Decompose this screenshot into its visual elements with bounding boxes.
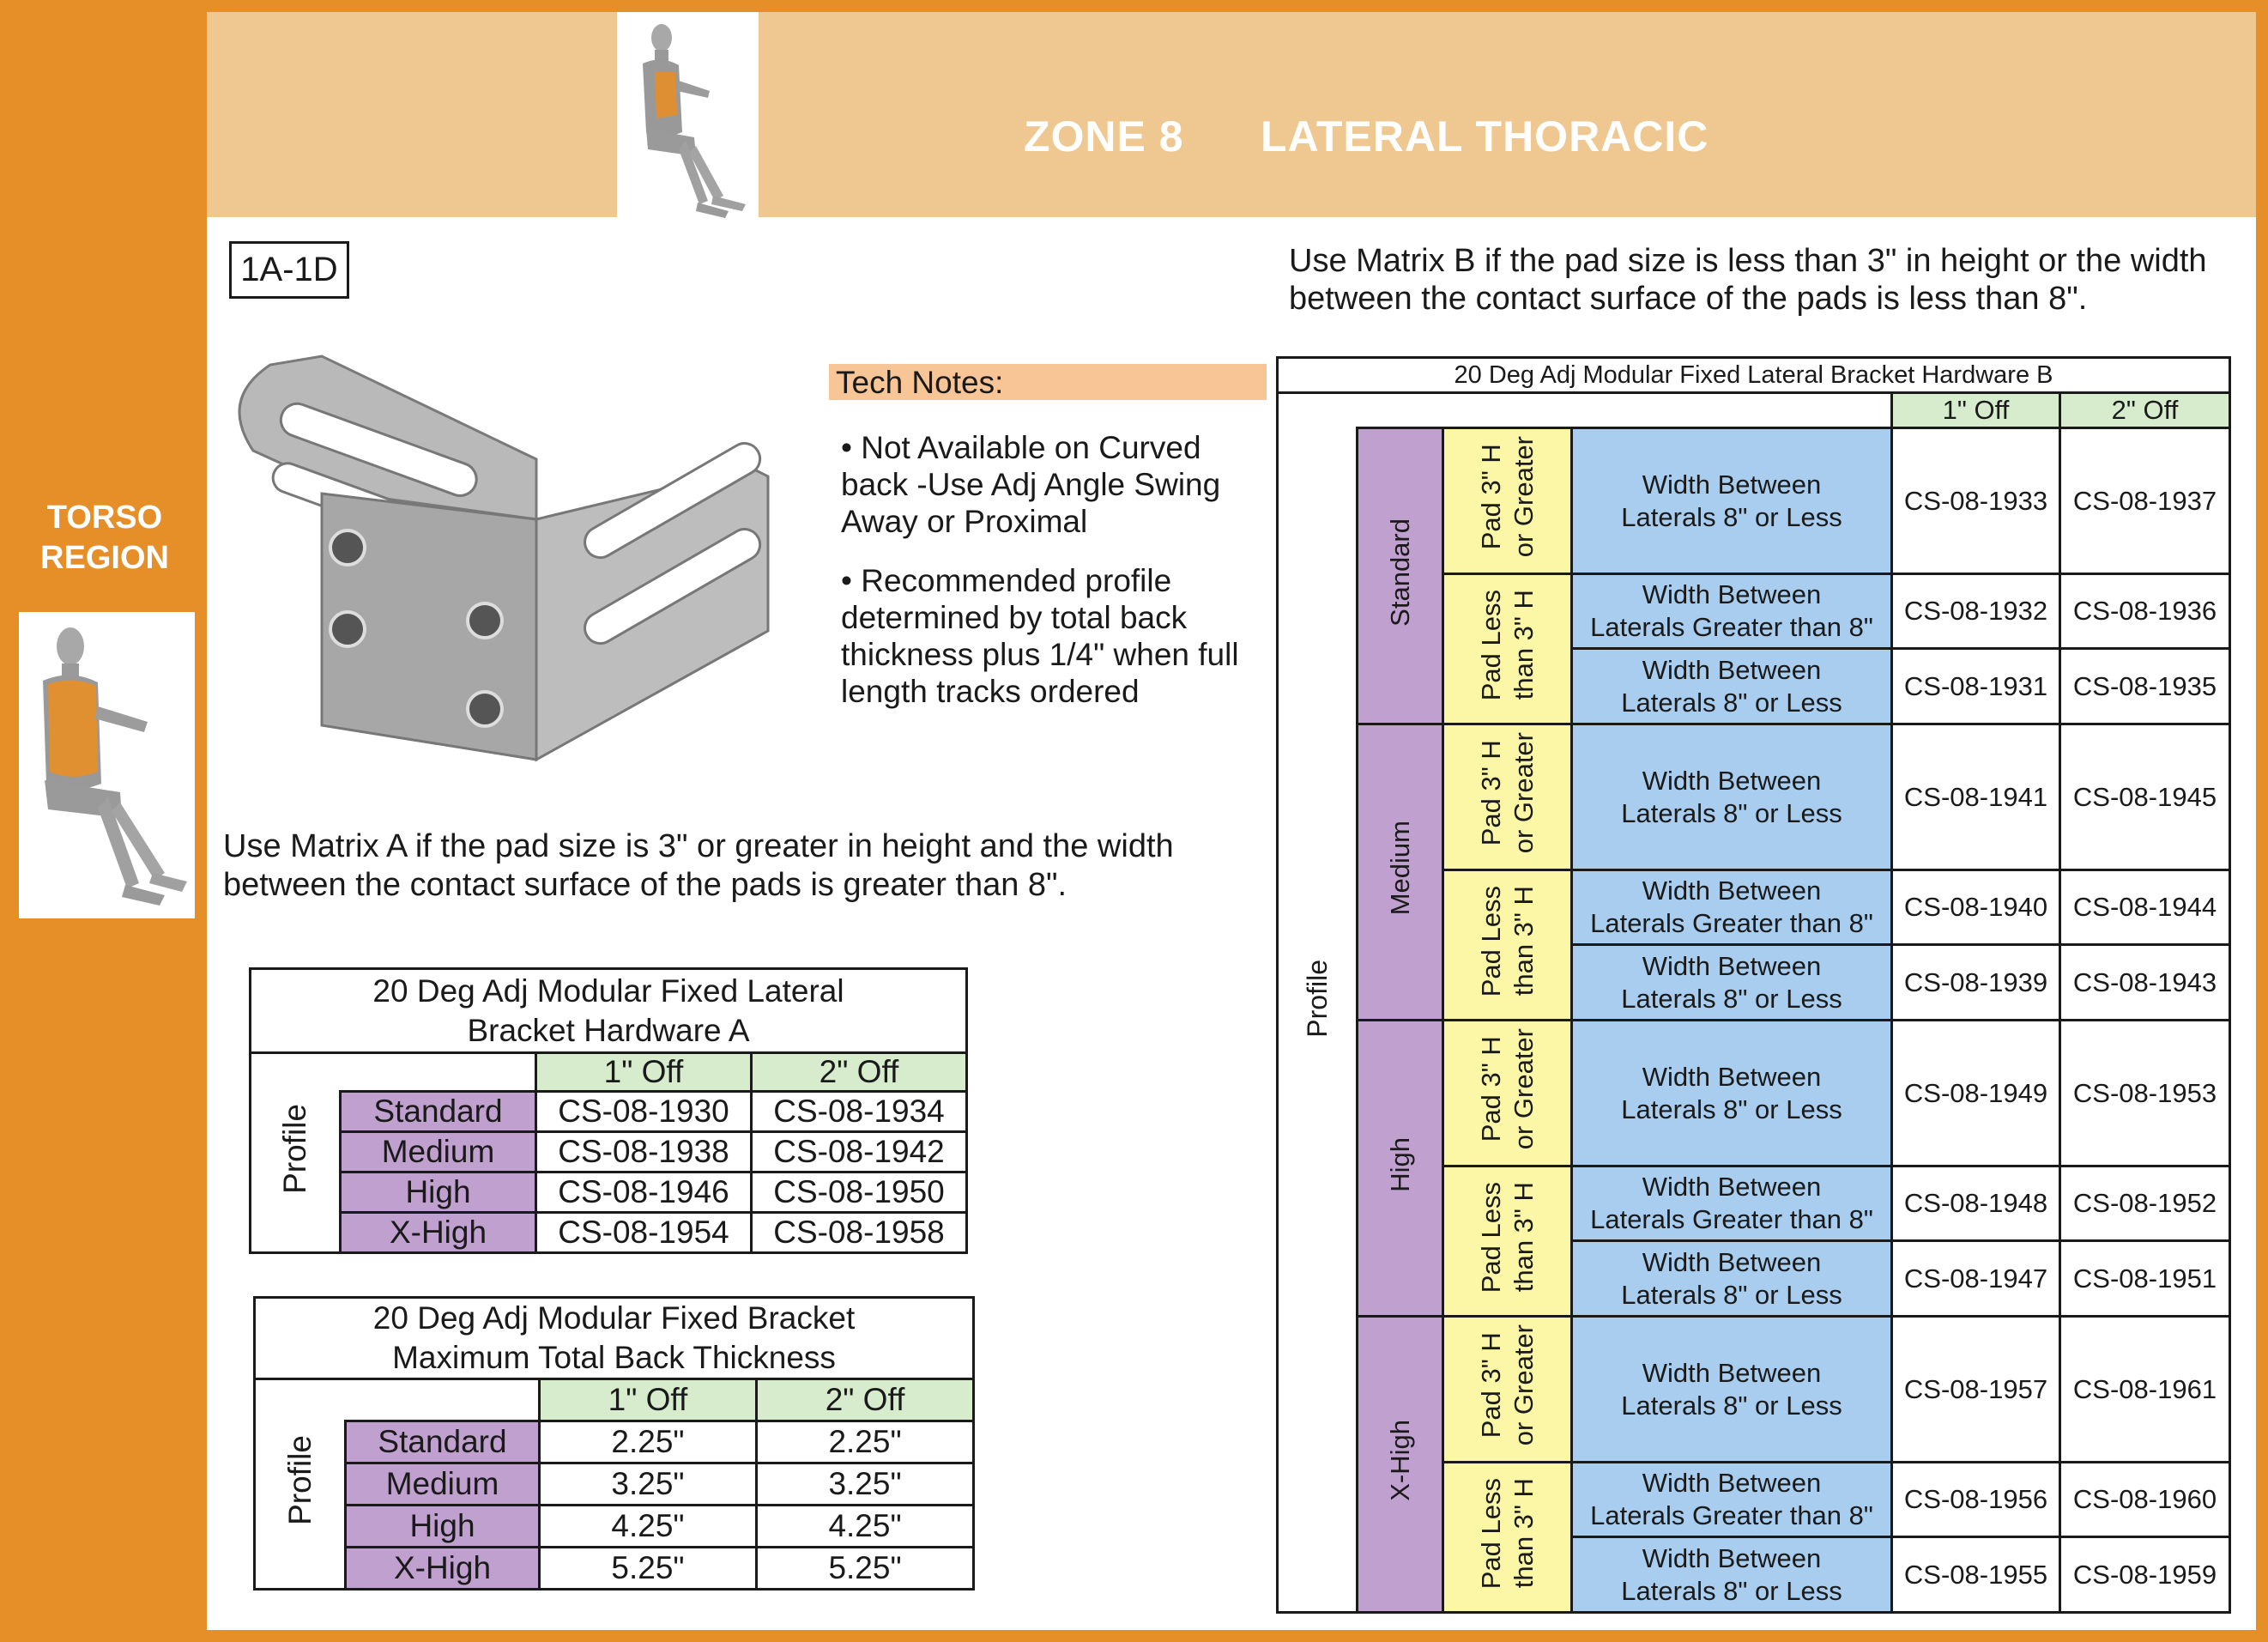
width-label: Width Between Laterals Greater than 8" xyxy=(1572,574,1892,649)
profile-label: High xyxy=(346,1506,540,1548)
profile-label: High xyxy=(1358,1021,1443,1317)
tech-note-item: • Not Available on Curved back -Use Adj Angle Swing Away or Proximal xyxy=(841,430,1221,539)
pad-size-label: Pad 3" H or Greater xyxy=(1443,724,1572,870)
part-code: CS-08-1936 xyxy=(2060,574,2230,649)
width-label: Width Between Laterals 8" or Less xyxy=(1572,1317,1892,1463)
pad-size-label: Pad 3" H or Greater xyxy=(1443,428,1572,574)
part-code: CS-08-1945 xyxy=(2060,724,2230,870)
profile-label: Standard xyxy=(1358,428,1443,724)
part-code: CS-08-1957 xyxy=(1892,1317,2060,1463)
profile-label: Standard xyxy=(341,1092,536,1132)
column-header: 1" Off xyxy=(536,1053,752,1092)
profile-label: X-High xyxy=(341,1213,536,1253)
part-code: CS-08-1961 xyxy=(2060,1317,2230,1463)
pad-size-label: Pad Less than 3" H xyxy=(1443,870,1572,1021)
zone-title xyxy=(1024,112,1709,161)
width-label: Width Between Laterals Greater than 8" xyxy=(1572,1463,1892,1537)
part-code: CS-08-1958 xyxy=(752,1213,967,1253)
pad-size-label: Pad 3" H or Greater xyxy=(1443,1021,1572,1166)
zone-name: LATERAL THORACIC xyxy=(1260,112,1709,161)
part-code: CS-08-1932 xyxy=(1892,574,2060,649)
blank-cell xyxy=(341,1053,536,1092)
pad-size-label: Pad 3" H or Greater xyxy=(1443,1317,1572,1463)
thickness-value: 2.25" xyxy=(540,1421,757,1463)
column-header: 1" Off xyxy=(540,1379,757,1421)
thickness-value: 5.25" xyxy=(757,1548,974,1590)
thickness-value: 2.25" xyxy=(757,1421,974,1463)
part-code: CS-08-1931 xyxy=(1892,649,2060,724)
width-label: Width Between Laterals 8" or Less xyxy=(1572,1021,1892,1166)
code-label: 1A-1D xyxy=(229,241,349,299)
region-figure xyxy=(19,612,195,918)
part-code: CS-08-1940 xyxy=(1892,870,2060,945)
part-code: CS-08-1935 xyxy=(2060,649,2230,724)
seated-figure-thumbnail xyxy=(617,12,759,229)
profile-label: Standard xyxy=(346,1421,540,1463)
header-bar xyxy=(207,12,2256,217)
tech-note-item: • Recommended profile determined by total back thickness plus 1/4" when full length tracks ordered xyxy=(841,563,1239,709)
width-label: Width Between Laterals 8" or Less xyxy=(1572,724,1892,870)
pad-size-label: Pad Less than 3" H xyxy=(1443,1166,1572,1317)
seated-figure-icon xyxy=(617,12,759,229)
part-code: CS-08-1941 xyxy=(1892,724,2060,870)
part-code: CS-08-1953 xyxy=(2060,1021,2230,1166)
matrix-a-caption: 20 Deg Adj Modular Fixed Lateral Bracket Hardware A xyxy=(251,969,967,1053)
matrix-b-caption: 20 Deg Adj Modular Fixed Lateral Bracket Hardware B xyxy=(1278,358,2230,393)
seated-figure-icon xyxy=(19,612,195,918)
part-code: CS-08-1937 xyxy=(2060,428,2230,574)
thickness-value: 4.25" xyxy=(540,1506,757,1548)
part-code: CS-08-1938 xyxy=(536,1132,752,1172)
row-header-profile: Profile xyxy=(251,1053,341,1253)
part-code: CS-08-1943 xyxy=(2060,945,2230,1021)
part-code: CS-08-1950 xyxy=(752,1172,967,1213)
tech-notes-list xyxy=(841,429,1270,724)
matrix-b-table xyxy=(1276,356,2231,1614)
blank-cell xyxy=(346,1379,540,1421)
matrix-a-instruction: Use Matrix A if the pad size is 3" or greater in height and the width between the contact surface of the pads is greater than 8". xyxy=(223,828,1174,903)
part-code: CS-08-1955 xyxy=(1892,1537,2060,1613)
part-code: CS-08-1934 xyxy=(752,1092,967,1132)
part-code: CS-08-1949 xyxy=(1892,1021,2060,1166)
bracket-illustration xyxy=(219,348,785,768)
part-code: CS-08-1952 xyxy=(2060,1166,2230,1241)
pad-size-label: Pad Less than 3" H xyxy=(1443,1463,1572,1613)
part-code: CS-08-1951 xyxy=(2060,1241,2230,1317)
thickness-value: 3.25" xyxy=(757,1463,974,1506)
profile-label: Medium xyxy=(1358,724,1443,1021)
part-code: CS-08-1960 xyxy=(2060,1463,2230,1537)
thickness-value: 4.25" xyxy=(757,1506,974,1548)
profile-label: X-High xyxy=(346,1548,540,1590)
width-label: Width Between Laterals Greater than 8" xyxy=(1572,870,1892,945)
width-label: Width Between Laterals 8" or Less xyxy=(1572,1241,1892,1317)
profile-label: X-High xyxy=(1358,1317,1443,1613)
width-label: Width Between Laterals 8" or Less xyxy=(1572,1537,1892,1613)
part-code: CS-08-1939 xyxy=(1892,945,2060,1021)
part-code: CS-08-1942 xyxy=(752,1132,967,1172)
part-code: CS-08-1933 xyxy=(1892,428,2060,574)
thickness-value: 5.25" xyxy=(540,1548,757,1590)
thickness-caption: 20 Deg Adj Modular Fixed Bracket Maximum Total Back Thickness xyxy=(255,1298,974,1379)
region-label: TORSO REGION xyxy=(40,500,169,576)
profile-label: Medium xyxy=(341,1132,536,1172)
width-label: Width Between Laterals Greater than 8" xyxy=(1572,1166,1892,1241)
zone-number: ZONE 8 xyxy=(1024,112,1184,161)
row-header-profile: Profile xyxy=(1278,393,1358,1613)
part-code: CS-08-1959 xyxy=(2060,1537,2230,1613)
column-header: 2" Off xyxy=(757,1379,974,1421)
column-header: 2" Off xyxy=(752,1053,967,1092)
part-code: CS-08-1944 xyxy=(2060,870,2230,945)
pad-size-label: Pad Less than 3" H xyxy=(1443,574,1572,724)
profile-label: Medium xyxy=(346,1463,540,1506)
thickness-value: 3.25" xyxy=(540,1463,757,1506)
blank-cell xyxy=(1358,393,1892,428)
width-label: Width Between Laterals 8" or Less xyxy=(1572,428,1892,574)
part-code: CS-08-1956 xyxy=(1892,1463,2060,1537)
thickness-table xyxy=(253,1296,975,1590)
matrix-b-instruction: Use Matrix B if the pad size is less than 3" in height or the width between the contact surface of the pads is less than 8". xyxy=(1289,243,2207,317)
column-header: 2" Off xyxy=(2060,393,2230,428)
width-label: Width Between Laterals 8" or Less xyxy=(1572,649,1892,724)
part-code: CS-08-1947 xyxy=(1892,1241,2060,1317)
profile-label: High xyxy=(341,1172,536,1213)
part-code: CS-08-1946 xyxy=(536,1172,752,1213)
part-code: CS-08-1948 xyxy=(1892,1166,2060,1241)
tech-notes-title: Tech Notes: xyxy=(829,364,1267,400)
matrix-a-table xyxy=(249,967,968,1254)
part-code: CS-08-1954 xyxy=(536,1213,752,1253)
part-code: CS-08-1930 xyxy=(536,1092,752,1132)
row-header-profile: Profile xyxy=(255,1379,346,1590)
width-label: Width Between Laterals 8" or Less xyxy=(1572,945,1892,1021)
column-header: 1" Off xyxy=(1892,393,2060,428)
